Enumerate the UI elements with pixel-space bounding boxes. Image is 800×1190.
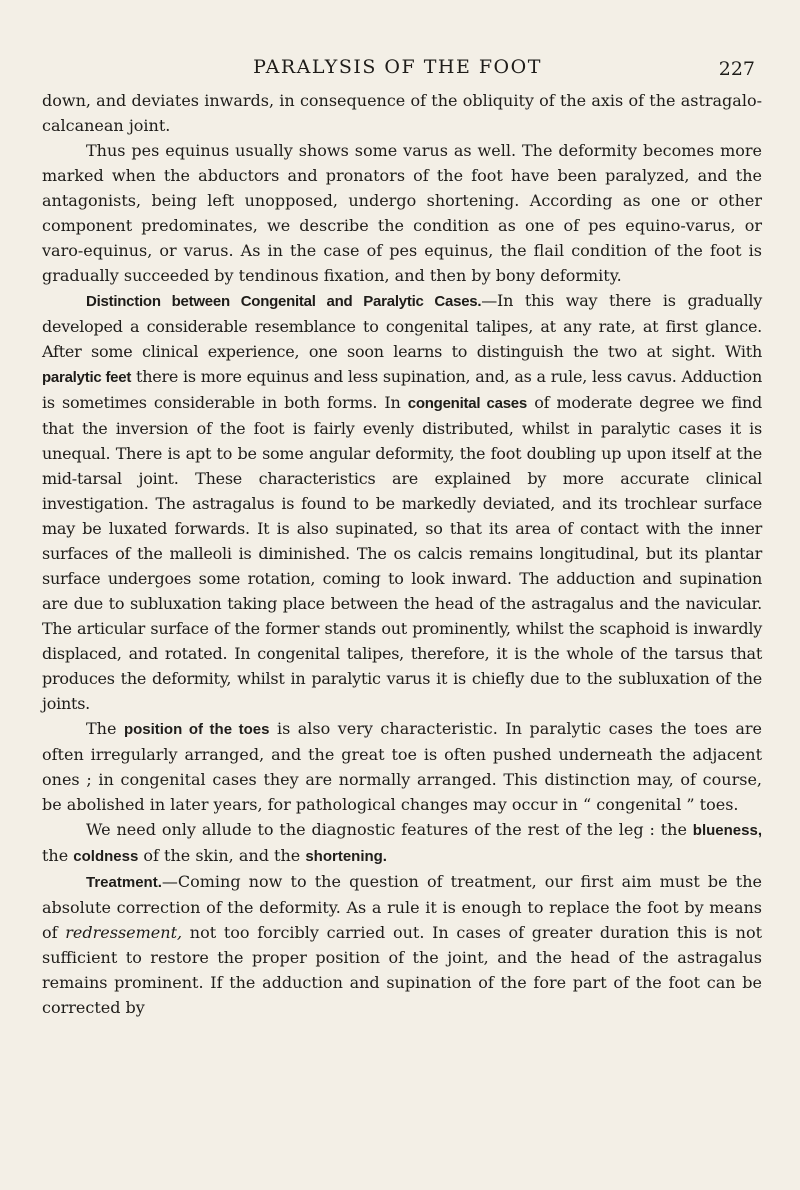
text-run: The bbox=[86, 719, 124, 738]
body-text bbox=[42, 88, 762, 1020]
paragraph-leg-features bbox=[42, 817, 762, 869]
text-run: We need only allude to the diagnostic features of the rest of the leg : the bbox=[86, 820, 693, 839]
section-heading-distinction: Distinction between Congenital and Paralytic Cases. bbox=[86, 293, 482, 310]
page-number: 227 bbox=[718, 58, 755, 80]
text-run: there is more equinus and less supination, and, as a rule, less cavus. Adduction is sometimes considerable in both forms. In bbox=[42, 367, 762, 412]
text-run: of the skin, and the bbox=[138, 846, 306, 865]
section-heading-treatment: Treatment. bbox=[86, 874, 162, 891]
emphasis-coldness: coldness bbox=[73, 848, 139, 865]
emphasis-paralytic-feet: paralytic feet bbox=[42, 369, 132, 386]
text-run: —In this way there is gradually developed a considerable resemblance to congenital talipes, at any rate, at first glance. After some clinical experience, one soon learns to distinguish the two at sight. With bbox=[42, 291, 762, 361]
paragraph-toes bbox=[42, 716, 762, 817]
paragraph-pes-equinus: Thus pes equinus usually shows some varus as well. The deformity becomes more marked when the abductors and pronators of the foot have been paralyzed, and the antagonists, being left unopposed, undergo shortening. According as one or other component predominates, we describe the condition as one of pes equino-varus, or varo-equinus, or varus. As in the case of pes equinus, the flail condition of the foot is gradually succeeded by tendinous fixation, and then by bony deformity. bbox=[42, 141, 762, 285]
text-run: —Coming now to the question of treatment, our first aim must be the absolute correction of the deformity. As a rule it is enough to replace the foot by means of bbox=[42, 872, 762, 942]
text-run: of moderate degree we find that the inversion of the foot is fairly evenly distributed, whilst in paralytic cases it is unequal. There is apt to be some angular deformity, the foot doubling up upon itself at the mid-tarsal joint. These characteristics are explained by more accurate clinical investigation. The astragalus is found to be markedly deviated, and its trochlear surface may be luxated forwards. It is also supinated, so that its area of contact with the inner surfaces of the malleoli is diminished. The os calcis remains longitudinal, but its plantar surface undergoes some rotation, coming to look inward. The adduction and supination are due to subluxation taking place between the head of the astragalus and the navicular. The articular surface of the former stands out prominently, whilst the scaphoid is inwardly displaced, and rotated. In congenital talipes, therefore, it is the whole of the tarsus that produces the deformity, whilst in paralytic varus it is chiefly due to the subluxation of the joints. bbox=[42, 393, 763, 713]
emphasis-blueness: blueness, bbox=[692, 822, 762, 839]
emphasis-shortening: shortening. bbox=[305, 848, 387, 865]
paragraph-treatment bbox=[42, 869, 762, 1020]
text-run: the bbox=[42, 846, 74, 865]
text-run: is also very characteristic. In paralytic cases the toes are often irregularly arranged, and the great toe is often pushed underneath the adjacent ones ; in congenital cases they are normally arranged. This distinction may, of course, be abolished in later years, for pathological changes may occur in “ congenital ” toes. bbox=[42, 719, 763, 814]
text-run: not too forcibly carried out. In cases of greater duration this is not sufficient to restore the proper position of the joint, and the head of the astragalus remains prominent. If the adduction and supination of the fore part of the foot can be corrected by bbox=[42, 923, 763, 1017]
running-title: PARALYSIS OF THE FOOT bbox=[253, 56, 542, 78]
emphasis-position-of-toes: position of the toes bbox=[123, 721, 270, 738]
paragraph-distinction bbox=[42, 288, 762, 716]
emphasis-congenital-cases: congenital cases bbox=[407, 395, 527, 412]
italic-redressement: redressement, bbox=[65, 923, 183, 942]
paragraph-continuation: down, and deviates inwards, in consequence of the obliquity of the axis of the astragalo-calcanean joint. bbox=[42, 91, 762, 135]
page-header bbox=[40, 56, 755, 84]
